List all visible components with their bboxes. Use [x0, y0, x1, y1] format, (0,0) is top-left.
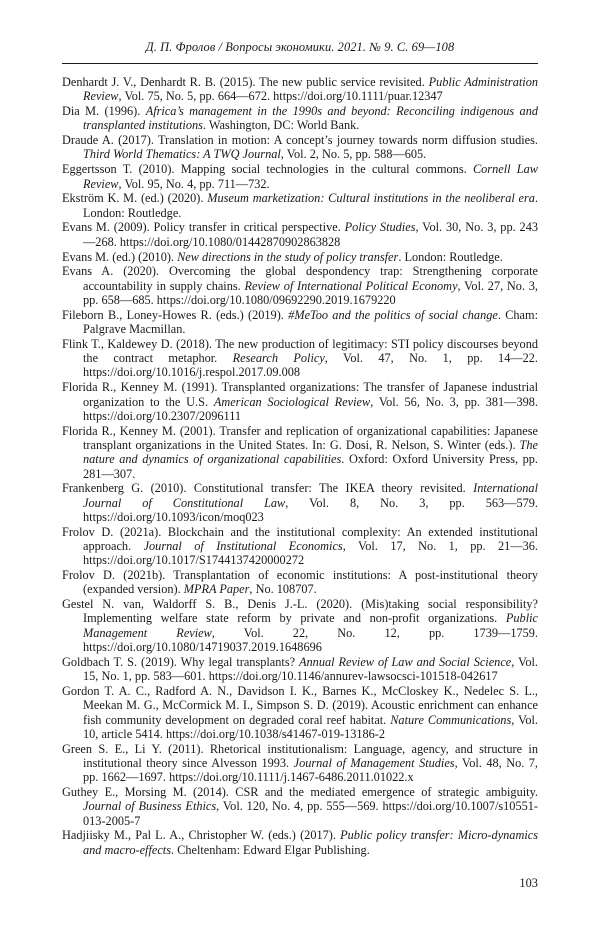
reference-entry: Florida R., Kenney M. (2001). Transfer and replication of organizational capabilities: Japanese transplant organizations in the United States. In: G. Dosi, R. Nelson, S. Winter (eds.). The nature and dynamics of organizational capabilities. Oxford: Oxford University Press, pp. 281—307.: [62, 423, 538, 481]
reference-entry: Evans A. (2020). Overcoming the global despondency trap: Strengthening corporate accountability in supply chains. Review of International Political Economy, Vol. 27, No. 3, pp. 658—685. https://doi.org/10.1080/09692290.2019.1679220: [62, 264, 538, 307]
reference-entry: Evans M. (2009). Policy transfer in critical perspective. Policy Studies, Vol. 30, No. 3, pp. 243—268. https://doi.org/10.1080/01442870902863828: [62, 220, 538, 249]
reference-entry: Dia M. (1996). Africa’s management in the 1990s and beyond: Reconciling indigenous and transplanted institutions. Washington, DC: World Bank.: [62, 104, 539, 133]
reference-entry: Frolov D. (2021a). Blockchain and the institutional complexity: An extended institutional approach. Journal of Institutional Economics, Vol. 17, No. 1, pp. 21—36. https://doi.org/10.1017/S1744137420000272: [62, 524, 539, 568]
reference-entry: Flink T., Kaldewey D. (2018). The new production of legitimacy: STI policy discourses beyond the contract metaphor. Research Policy, Vol. 47, No. 1, pp. 14—22. https://doi.org/10.1016/j.respol.2017.09.008: [62, 336, 539, 380]
reference-entry: Green S. E., Li Y. (2011). Rhetorical institutionalism: Language, agency, and structure in institutional theory since Alvesson 1993. Journal of Management Studies, Vol. 48, No. 7, pp. 1662—1697. https://doi.org/10.1111/j.1467-6486.2011.01022.x: [62, 741, 538, 785]
reference-entry: Frolov D. (2021b). Transplantation of economic institutions: A post-institutional theory (expanded version). MPRA Paper, No. 108707.: [62, 568, 538, 597]
reference-entry: Denhardt J. V., Denhardt R. B. (2015). The new public service revisited. Public Administration Review, Vol. 75, No. 5, pp. 664—672. https://doi.org/10.1111/puar.12347: [62, 75, 538, 104]
reference-entry: Florida R., Kenney M. (1991). Transplanted organizations: The transfer of Japanese industrial organization to the U.S. American Sociological Review, Vol. 56, No. 3, pp. 381—398. https://doi.org/10.2307/2096111: [62, 380, 538, 423]
reference-entry: Gordon T. A. C., Radford A. N., Davidson I. K., Barnes K., McCloskey K., Nedelec S. L., Meekan M. G., McCormick M. I., Simpson S. D. (2019). Acoustic enrichment can enhance fish community development on degraded coral reef habitat. Nature Communications, Vol. 10, article 5414. https://doi.org/10.1038/s41467-019-13186-2: [62, 683, 538, 741]
reference-entry: Frankenberg G. (2010). Constitutional transfer: The IKEA theory revisited. International Journal of Constitutional Law, Vol. 8, No. 3, pp. 563—579. https://doi.org/10.1093/icon/moq023: [62, 481, 538, 524]
header-rule: [62, 63, 538, 64]
reference-entry: Hadjiisky M., Pal L. A., Christopher W. (eds.) (2017). Public policy transfer: Micro-dynamics and macro-effects. Cheltenham: Edward Elgar Publishing.: [62, 828, 538, 857]
reference-entry: Ekström K. M. (ed.) (2020). Museum marketization: Cultural institutions in the neoliberal era. London: Routledge.: [62, 191, 539, 220]
reference-list: [62, 75, 538, 858]
reference-entry: Gestel N. van, Waldorff S. B., Denis J.-L. (2020). (Mis)taking social responsibility? Implementing welfare state reform by private and non-profit organizations. Public Management Review, Vol. 22, No. 12, pp. 1739—1759. https://doi.org/10.1080/14719037.2019.1648696: [62, 597, 538, 655]
running-head: Д. П. Фролов / Вопросы экономики. 2021. № 9. С. 69—108: [145, 40, 455, 54]
reference-entry: Evans M. (ed.) (2010). New directions in the study of policy transfer. London: Routledge.: [62, 249, 503, 264]
reference-entry: Goldbach T. S. (2019). Why legal transplants? Annual Review of Law and Social Science, Vol. 15, No. 1, pp. 583—601. https://doi.org/10.1146/annurev-lawsocsci-101518-042617: [62, 654, 538, 684]
reference-entry: Guthey E., Morsing M. (2014). CSR and the mediated emergence of strategic ambiguity. Journal of Business Ethics, Vol. 120, No. 4, pp. 555—569. https://doi.org/10.1007/s10551-013-2005-7: [62, 785, 538, 828]
reference-entry: Fileborn B., Loney-Howes R. (eds.) (2019). #MeToo and the politics of social change. Cham: Palgrave Macmillan.: [62, 307, 538, 337]
reference-entry: Eggertsson T. (2010). Mapping social technologies in the cultural commons. Cornell Law Review, Vol. 95, No. 4, pp. 711—732.: [62, 162, 538, 191]
reference-entry: Draude A. (2017). Translation in motion: A concept’s journey towards norm diffusion studies. Third World Thematics: A TWQ Journal, Vol. 2, No. 5, pp. 588—605.: [62, 133, 538, 162]
page-number: 103: [519, 876, 538, 890]
